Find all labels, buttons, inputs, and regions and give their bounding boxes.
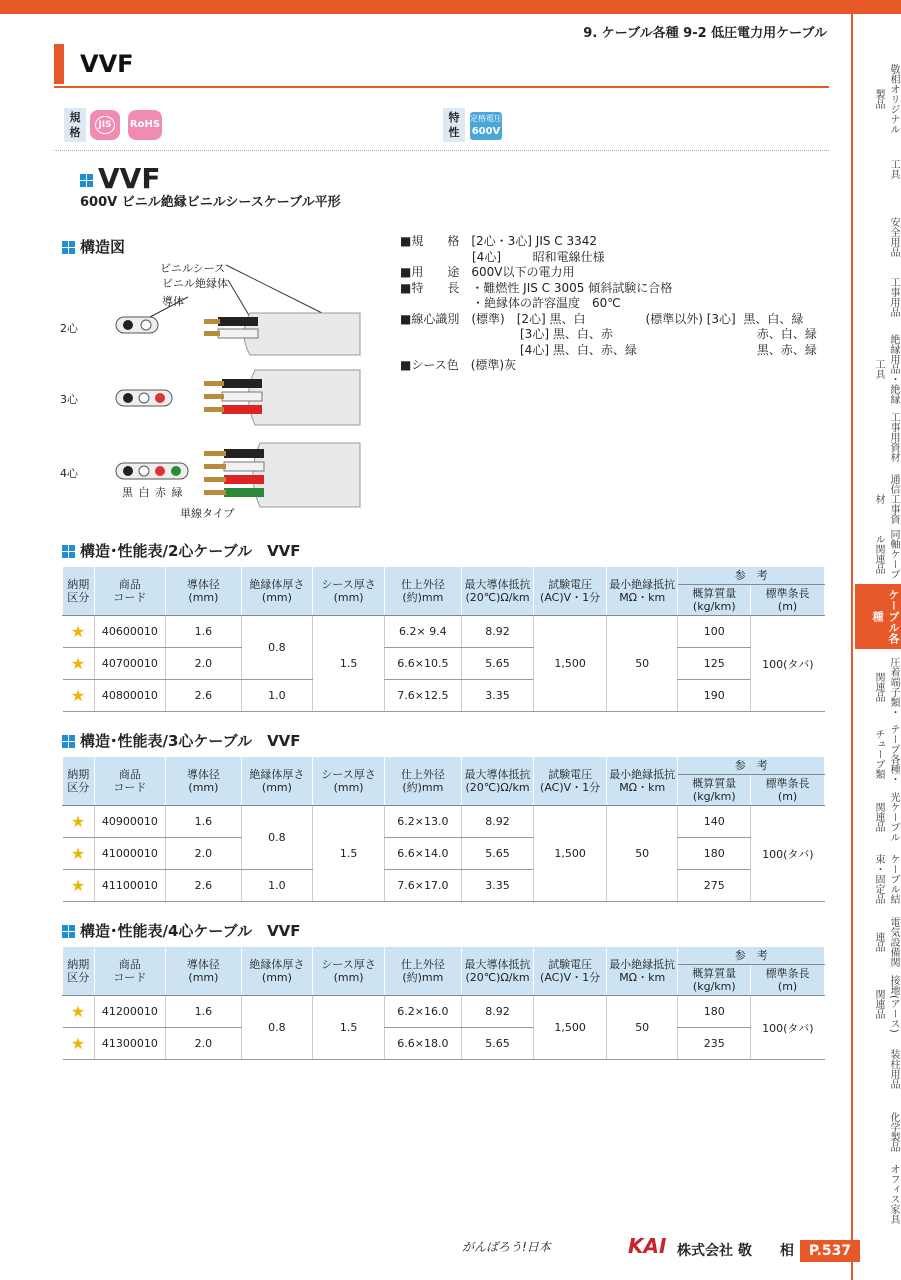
- header-resistance: 最大導体抵抗 (20℃)Ω/km: [461, 567, 534, 616]
- product-code: 40600010: [94, 616, 166, 648]
- header-code: 商品 コード: [94, 757, 166, 806]
- header-conductor: 導体径 (mm): [166, 757, 241, 806]
- max-resistance: 5.65: [461, 1028, 534, 1060]
- header-delivery: 納期 区分: [63, 947, 95, 996]
- outer-diameter: 7.6×12.5: [384, 680, 461, 712]
- conductor-diameter: 2.0: [166, 1028, 241, 1060]
- max-resistance: 5.65: [461, 648, 534, 680]
- core-label-2: 2心: [60, 322, 78, 335]
- rohs-badge: RoHS: [128, 110, 162, 140]
- outer-diameter: 6.6×18.0: [384, 1028, 461, 1060]
- header-outer: 仕上外径 (約)mm: [384, 757, 461, 806]
- min-insulation-resistance: 50: [606, 806, 678, 902]
- insulation-thickness: 0.8: [241, 996, 313, 1060]
- product-code: 40700010: [94, 648, 166, 680]
- jis-badge: JIS: [90, 110, 120, 140]
- max-resistance: 8.92: [461, 806, 534, 838]
- conductor-diameter: 2.0: [166, 838, 241, 870]
- header-weight: 概算質量 (kg/km): [678, 775, 751, 806]
- max-resistance: 3.35: [461, 870, 534, 902]
- core-label-4: 4心: [60, 467, 78, 480]
- sheath-thickness: 1.5: [313, 616, 385, 712]
- blue-squares-icon: [62, 925, 75, 938]
- table-row: [63, 838, 825, 870]
- approx-weight: 140: [678, 806, 751, 838]
- spec-table: [62, 566, 825, 712]
- spec-line: ■シース色 (標準)灰: [400, 358, 517, 372]
- test-voltage: 1,500: [534, 806, 607, 902]
- table-heading: 構造･性能表/4心ケーブル VVF: [62, 920, 301, 941]
- page-title-bar: [54, 44, 829, 84]
- product-code: 41100010: [94, 870, 166, 902]
- spec-line: ■用 途 600V以下の電力用: [400, 265, 575, 279]
- conductor-diameter: 1.6: [166, 616, 241, 648]
- header-length: 標準条長 (m): [751, 965, 825, 996]
- header-ref: 参 考: [678, 567, 825, 585]
- header-sheath: シース厚さ (mm): [313, 757, 385, 806]
- test-voltage: 1,500: [534, 616, 607, 712]
- sidebar-item[interactable]: 工事用資材: [888, 411, 899, 462]
- sidebar-item[interactable]: 通信工事資材: [873, 474, 899, 524]
- table-row: [63, 680, 825, 712]
- header-insres: 最小絶縁抵抗 MΩ・km: [606, 947, 678, 996]
- header-insulation: 絶縁体厚さ (mm): [241, 757, 313, 806]
- spec-line: ・絶縁体の許容温度 60℃: [400, 296, 621, 310]
- table-row: [63, 648, 825, 680]
- header-length: 標準条長 (m): [751, 585, 825, 616]
- standards-label: 規 格: [64, 108, 86, 142]
- approx-weight: 235: [678, 1028, 751, 1060]
- footer-slogan: がんばろう!日本: [462, 1240, 551, 1254]
- star-icon: ★: [63, 870, 95, 902]
- header-insulation: 絶縁体厚さ (mm): [241, 567, 313, 616]
- sidebar-item[interactable]: 工事用品: [888, 276, 899, 317]
- outer-diameter: 6.2×13.0: [384, 806, 461, 838]
- approx-weight: 125: [678, 648, 751, 680]
- product-code: 40800010: [94, 680, 166, 712]
- company-name: 株式会社 敬 相: [677, 1243, 794, 1259]
- sidebar-item[interactable]: 装柱用品: [888, 1049, 899, 1089]
- star-icon: ★: [63, 648, 95, 680]
- structure-heading: 構造図: [62, 236, 125, 257]
- standard-length: 100(タバ): [751, 996, 825, 1060]
- page-title: VVF: [80, 50, 134, 78]
- product-code: 41200010: [94, 996, 166, 1028]
- product-description: 600V ビニル絶縁ビニルシースケーブル平形: [80, 195, 341, 210]
- sidebar-item[interactable]: 圧着端子類・関連品: [873, 656, 899, 717]
- breadcrumb: 9. ケーブル各種 9-2 低圧電力用ケーブル: [583, 26, 827, 41]
- blue-squares-icon: [62, 545, 75, 558]
- spec-line: ■規 格 [2心・3心] JIS C 3342: [400, 234, 598, 248]
- header-delivery: 納期 区分: [63, 757, 95, 806]
- spec-line: ■線心識別 (標準) [2心] 黒、白 (標準以外) [3心] 黒、白、緑: [400, 311, 804, 326]
- header-insulation: 絶縁体厚さ (mm): [241, 947, 313, 996]
- sidebar-item[interactable]: ケーブル各種: [855, 584, 901, 649]
- min-insulation-resistance: 50: [606, 616, 678, 712]
- table-heading: 構造･性能表/2心ケーブル VVF: [62, 540, 301, 561]
- spec-line: ■特 長 ・難燃性 JIS C 3005 傾斜試験に合格: [400, 280, 673, 295]
- outer-diameter: 6.6×14.0: [384, 838, 461, 870]
- spec-line: [4心] 黒、白、赤、緑 黒、赤、緑: [400, 342, 817, 357]
- header-code: 商品 コード: [94, 567, 166, 616]
- header-delivery: 納期 区分: [63, 567, 95, 616]
- product-code: 41300010: [94, 1028, 166, 1060]
- table-row: [63, 1028, 825, 1060]
- spec-line: [4心] 昭和電線仕様: [400, 249, 605, 264]
- blue-squares-icon: [80, 174, 93, 187]
- outer-diameter: 6.6×10.5: [384, 648, 461, 680]
- star-icon: ★: [63, 838, 95, 870]
- sidebar-item[interactable]: 接地(アース)関連品: [873, 975, 899, 1033]
- top-accent-bar: [0, 0, 901, 14]
- insulation-thickness: 0.8: [241, 806, 313, 870]
- max-resistance: 5.65: [461, 838, 534, 870]
- core-label-3: 3心: [60, 393, 78, 406]
- spec-list: [400, 234, 817, 374]
- star-icon: ★: [63, 996, 95, 1028]
- header-ref: 参 考: [678, 757, 825, 775]
- sidebar-item[interactable]: 安全用品: [888, 216, 899, 257]
- header-length: 標準条長 (m): [751, 775, 825, 806]
- outer-diameter: 7.6×17.0: [384, 870, 461, 902]
- header-weight: 概算質量 (kg/km): [678, 965, 751, 996]
- approx-weight: 180: [678, 996, 751, 1028]
- color-row: 黒 白 赤 緑: [122, 486, 184, 499]
- title-underline: [54, 86, 829, 88]
- header-outer: 仕上外径 (約)mm: [384, 947, 461, 996]
- test-voltage: 1,500: [534, 996, 607, 1060]
- conductor-diameter: 2.6: [166, 870, 241, 902]
- conductor-diameter: 2.0: [166, 648, 241, 680]
- header-insres: 最小絶縁抵抗 MΩ・km: [606, 757, 678, 806]
- header-sheath: シース厚さ (mm): [313, 947, 385, 996]
- star-icon: ★: [63, 806, 95, 838]
- sidebar-item[interactable]: 工具: [888, 159, 899, 179]
- spec-table: [62, 756, 825, 902]
- outer-diameter: 6.2× 9.4: [384, 616, 461, 648]
- min-insulation-resistance: 50: [606, 996, 678, 1060]
- sidebar-item[interactable]: 敬相オリジナル製品: [873, 64, 899, 134]
- table-row: [63, 616, 825, 648]
- standard-length: 100(タバ): [751, 616, 825, 712]
- table-row: [63, 996, 825, 1028]
- insulation-thickness: 0.8: [241, 616, 313, 680]
- approx-weight: 275: [678, 870, 751, 902]
- conductor-label: 導体: [162, 295, 184, 308]
- star-icon: ★: [63, 616, 95, 648]
- sheath-label: ビニルシース: [160, 262, 226, 275]
- conductor-diameter: 2.6: [166, 680, 241, 712]
- star-icon: ★: [63, 680, 95, 712]
- divider: [54, 150, 829, 151]
- conductor-diameter: 1.6: [166, 806, 241, 838]
- single-wire-note: 単線タイプ: [180, 507, 235, 520]
- sidebar-item[interactable]: 化学製品: [888, 1111, 899, 1152]
- max-resistance: 3.35: [461, 680, 534, 712]
- product-code: 40900010: [94, 806, 166, 838]
- max-resistance: 8.92: [461, 616, 534, 648]
- spec-table: [62, 946, 825, 1060]
- outer-diameter: 6.2×16.0: [384, 996, 461, 1028]
- star-icon: ★: [63, 1028, 95, 1060]
- spec-line: [3心] 黒、白、赤 赤、白、緑: [400, 327, 817, 341]
- category-sidebar: [851, 14, 901, 1280]
- sidebar-item[interactable]: 同軸ケーブル関連品: [873, 529, 899, 579]
- kai-logo: KAI: [628, 1234, 667, 1258]
- sidebar-item[interactable]: オフィス家具: [888, 1164, 899, 1224]
- sidebar-item[interactable]: 電気設備関連品: [873, 916, 899, 967]
- header-conductor: 導体径 (mm): [166, 567, 241, 616]
- header-code: 商品 コード: [94, 947, 166, 996]
- header-insres: 最小絶縁抵抗 MΩ・km: [606, 567, 678, 616]
- product-code: 41000010: [94, 838, 166, 870]
- sidebar-item[interactable]: 絶縁用品・絶縁工具: [873, 334, 899, 404]
- sidebar-item[interactable]: 光ケーブル関連品: [873, 791, 899, 842]
- insulator-label: ビニル絶縁体: [162, 277, 228, 290]
- blue-squares-icon: [62, 735, 75, 748]
- header-outer: 仕上外径 (約)mm: [384, 567, 461, 616]
- sheath-thickness: 1.5: [313, 996, 385, 1060]
- max-resistance: 8.92: [461, 996, 534, 1028]
- sheath-thickness: 1.5: [313, 806, 385, 902]
- conductor-diameter: 1.6: [166, 996, 241, 1028]
- table-row: [63, 806, 825, 838]
- insulation-thickness: 1.0: [241, 680, 313, 712]
- sidebar-item[interactable]: ケーブル結束・固定品: [873, 854, 899, 904]
- approx-weight: 100: [678, 616, 751, 648]
- sidebar-item[interactable]: テープ各種・チューブ類: [873, 724, 899, 784]
- header-ref: 参 考: [678, 947, 825, 965]
- standard-length: 100(タバ): [751, 806, 825, 902]
- approx-weight: 190: [678, 680, 751, 712]
- header-voltage: 試験電圧 (AC)V・1分: [534, 757, 607, 806]
- insulation-thickness: 1.0: [241, 870, 313, 902]
- voltage-badge: 定格電圧 600V: [470, 112, 502, 140]
- header-sheath: シース厚さ (mm): [313, 567, 385, 616]
- blue-squares-icon: [62, 241, 75, 254]
- characteristics-label: 特 性: [443, 108, 465, 142]
- approx-weight: 180: [678, 838, 751, 870]
- product-name: VVF: [98, 162, 161, 195]
- header-conductor: 導体径 (mm): [166, 947, 241, 996]
- header-voltage: 試験電圧 (AC)V・1分: [534, 567, 607, 616]
- cable-illustration: [0, 255, 380, 525]
- table-heading: 構造･性能表/3心ケーブル VVF: [62, 730, 301, 751]
- page-number: P.537: [800, 1240, 860, 1262]
- table-row: [63, 870, 825, 902]
- header-weight: 概算質量 (kg/km): [678, 585, 751, 616]
- header-resistance: 最大導体抵抗 (20℃)Ω/km: [461, 757, 534, 806]
- header-voltage: 試験電圧 (AC)V・1分: [534, 947, 607, 996]
- header-resistance: 最大導体抵抗 (20℃)Ω/km: [461, 947, 534, 996]
